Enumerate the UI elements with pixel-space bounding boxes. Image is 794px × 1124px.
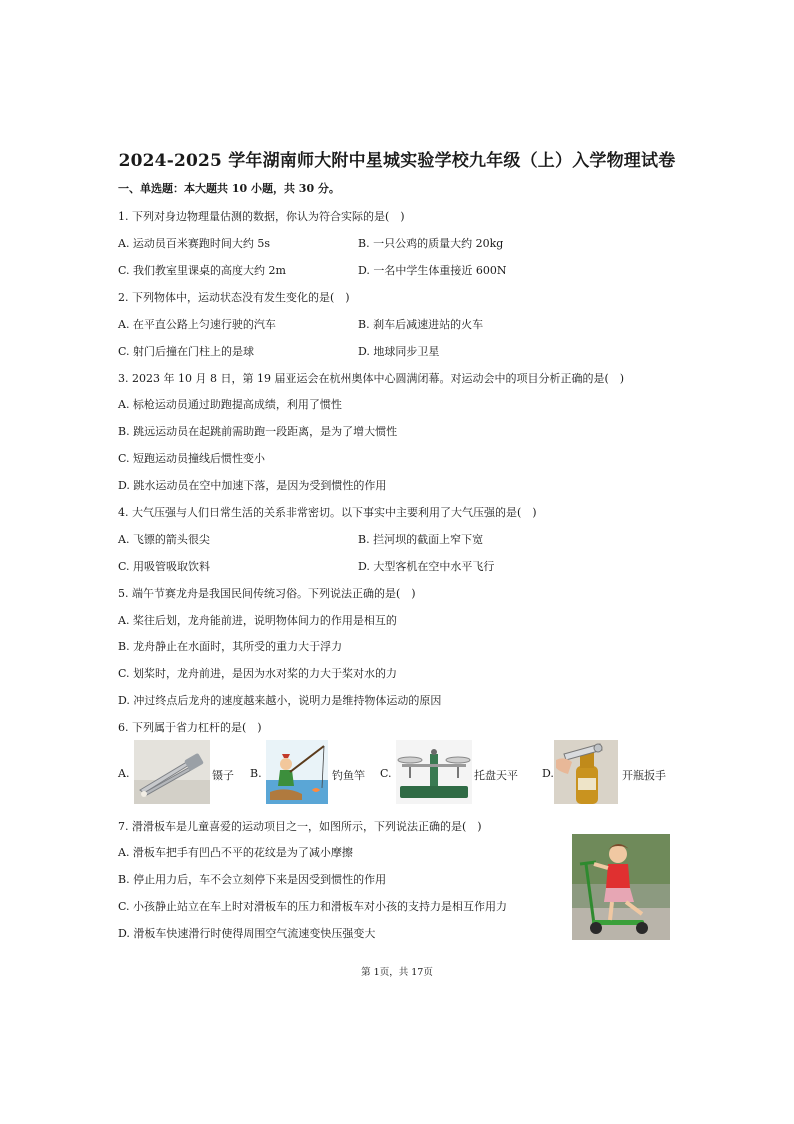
question-6-option-c-letter: C. — [380, 767, 392, 780]
question-7-option-c: C. 小孩静止站立在车上时对滑板车的压力和滑板车对小孩的支持力是相互作用力 — [118, 900, 508, 913]
question-4-option-d: D. 大型客机在空中水平飞行 — [358, 560, 495, 573]
question-3-stem: 3. 2023 年 10 月 8 日，第 19 届亚运会在杭州奥体中心圆满闭幕。对运动会中的项目分析正确的是( ) — [118, 372, 625, 385]
question-5-option-c: C. 划桨时，龙舟前进，是因为水对桨的力大于桨对水的力 — [118, 667, 398, 680]
question-1-stem: 1. 下列对身边物理量估测的数据，你认为符合实际的是( ) — [118, 210, 405, 223]
question-2-option-d: D. 地球同步卫星 — [358, 345, 440, 358]
scooter-child-image — [572, 834, 670, 940]
question-6-option-b-label: 钓鱼竿 — [332, 769, 365, 782]
page-title: 2024-2025 学年湖南师大附中星城实验学校九年级（上）入学物理试卷 — [118, 151, 676, 171]
question-6-option-a-letter: A. — [118, 767, 130, 780]
question-1-option-a: A. 运动员百米赛跑时间大约 5s — [118, 237, 271, 250]
question-4-stem: 4. 大气压强与人们日常生活的关系非常密切。以下事实中主要利用了大气压强的是( ) — [118, 506, 537, 519]
page-footer: 第 1页，共 17页 — [361, 967, 433, 978]
question-2-option-c: C. 射门后撞在门柱上的是球 — [118, 345, 255, 358]
question-6-stem: 6. 下列属于省力杠杆的是( ) — [118, 721, 262, 734]
question-5-option-b: B. 龙舟静止在水面时，其所受的重力大于浮力 — [118, 640, 343, 653]
question-3-option-c: C. 短跑运动员撞线后惯性变小 — [118, 452, 266, 465]
bottle-opener-image — [554, 740, 618, 804]
tweezers-image — [134, 740, 210, 804]
question-1-option-c: C. 我们教室里课桌的高度大约 2m — [118, 264, 286, 277]
question-4-option-a: A. 飞镖的箭头很尖 — [118, 533, 210, 546]
question-3-option-d: D. 跳水运动员在空中加速下落，是因为受到惯性的作用 — [118, 479, 387, 492]
question-7-option-a: A. 滑板车把手有凹凸不平的花纹是为了减小摩擦 — [118, 846, 353, 859]
question-6-option-c-label: 托盘天平 — [474, 769, 518, 782]
question-5-stem: 5. 端午节赛龙舟是我国民间传统习俗。下列说法正确的是( ) — [118, 587, 416, 600]
fishing-rod-image — [266, 740, 328, 804]
question-6-option-d-label: 开瓶扳手 — [622, 769, 666, 782]
question-2-option-a: A. 在平直公路上匀速行驶的汽车 — [118, 318, 276, 331]
balance-scale-image — [396, 740, 472, 804]
question-7-option-b: B. 停止用力后，车不会立刻停下来是因受到惯性的作用 — [118, 873, 387, 886]
question-7-stem: 7. 滑滑板车是儿童喜爱的运动项目之一，如图所示，下列说法正确的是( ) — [118, 820, 482, 833]
question-1-option-b: B. 一只公鸡的质量大约 20kg — [358, 237, 504, 250]
question-2-option-b: B. 刹车后减速进站的火车 — [358, 318, 484, 331]
question-5-option-a: A. 桨往后划，龙舟能前进，说明物体间力的作用是相互的 — [118, 614, 397, 627]
question-6-option-a-label: 镊子 — [212, 769, 234, 782]
question-6-option-d-letter: D. — [542, 767, 554, 780]
question-5-option-d: D. 冲过终点后龙舟的速度越来越小，说明力是维持物体运动的原因 — [118, 694, 442, 707]
question-7-option-d: D. 滑板车快速滑行时使得周围空气流速变快压强变大 — [118, 927, 376, 940]
question-6-options — [118, 740, 678, 806]
question-3-option-a: A. 标枪运动员通过助跑提高成绩，利用了惯性 — [118, 398, 342, 411]
question-2-stem: 2. 下列物体中，运动状态没有发生变化的是( ) — [118, 291, 350, 304]
question-6-option-b-letter: B. — [250, 767, 262, 780]
question-4-option-b: B. 拦河坝的截面上窄下宽 — [358, 533, 484, 546]
section-heading: 一、单选题：本大题共 10 小题，共 30 分。 — [118, 182, 340, 195]
question-4-option-c: C. 用吸管吸取饮料 — [118, 560, 211, 573]
question-1-option-d: D. 一名中学生体重接近 600N — [358, 264, 507, 277]
question-3-option-b: B. 跳远运动员在起跳前需助跑一段距离，是为了增大惯性 — [118, 425, 398, 438]
